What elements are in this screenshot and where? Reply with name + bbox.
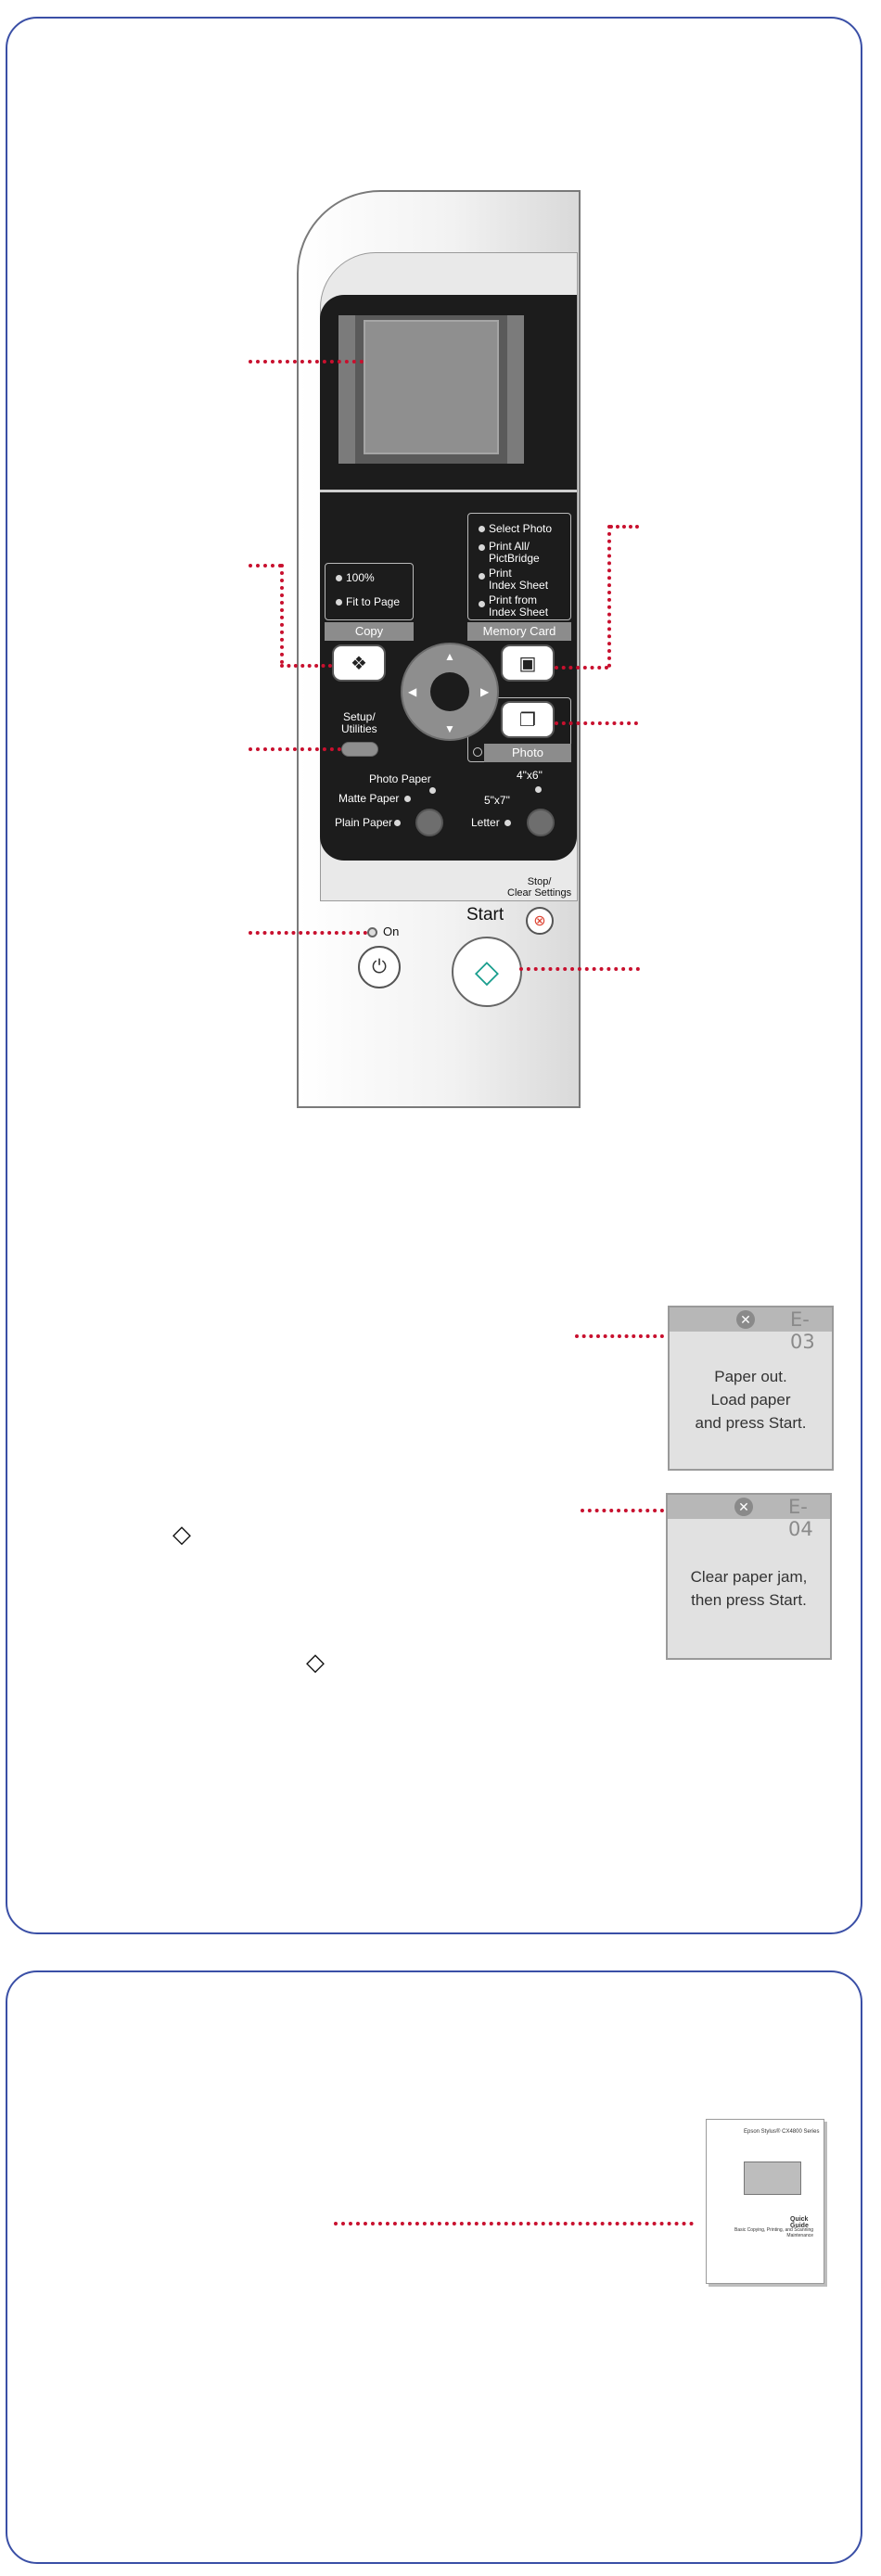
copy-mode-label: Copy: [325, 622, 414, 641]
mc-led-4: [479, 601, 485, 607]
callout-copy-vertical: [280, 564, 284, 664]
paper-size-led-letter: [504, 820, 511, 826]
memory-card-icon: ▣: [518, 653, 537, 674]
quick-guide-title: Quick Guide: [790, 2216, 809, 2229]
memory-card-button[interactable]: [501, 644, 555, 682]
copy-led-fit: [336, 599, 342, 606]
copy-option-100: 100%: [346, 571, 375, 584]
paper-type-photo: Photo Paper: [369, 772, 431, 785]
memory-card-mode-label: Memory Card: [467, 622, 571, 641]
panel-divider: [320, 490, 577, 492]
setup-utilities-label: Setup/ Utilities: [341, 710, 377, 735]
error-x-icon: ✕: [736, 1310, 755, 1329]
setup-utilities-button[interactable]: [341, 742, 378, 757]
stop-clear-settings-label: Stop/ Clear Settings: [507, 876, 572, 899]
callout-error-e04: [581, 1509, 664, 1512]
mc-option-print-from-index: Print from Index Sheet: [489, 593, 549, 618]
on-led: [367, 927, 377, 937]
error-message-e04: Clear paper jam, then press Start.: [690, 1568, 808, 1609]
photo-mode-label: Photo: [484, 744, 571, 762]
copy-option-fit: Fit to Page: [346, 595, 401, 608]
callout-memory-card-vertical: [607, 525, 611, 668]
photo-icon: ❐: [519, 709, 536, 731]
paper-type-matte: Matte Paper: [338, 792, 400, 805]
quick-guide-series: Epson Stylus® CX4800 Series: [744, 2129, 820, 2135]
quick-guide-subtitle: Basic Copying, Printing, and Scanning Maintenance: [734, 2227, 814, 2238]
callout-start-button: [519, 967, 640, 971]
paper-size-led-4x6: [535, 786, 542, 793]
paper-size-letter: Letter: [471, 816, 500, 829]
callout-photo-button: [555, 721, 638, 725]
copy-icon: ❖: [351, 653, 367, 674]
navigation-center: [430, 672, 469, 711]
error-lcd-e03: [668, 1306, 834, 1471]
start-button[interactable]: [452, 937, 522, 1007]
photo-led: [473, 747, 482, 757]
mc-led-3: [479, 573, 485, 580]
quick-guide-printer-image: [744, 2162, 801, 2195]
stop-button[interactable]: [526, 907, 554, 935]
nav-up-icon[interactable]: ▲: [444, 650, 455, 663]
paper-size-button[interactable]: [527, 809, 555, 836]
paper-type-plain: Plain Paper: [335, 816, 393, 829]
paper-type-button[interactable]: [415, 809, 443, 836]
photo-button[interactable]: [501, 701, 555, 738]
lcd-screen: [364, 320, 499, 454]
callout-copy-top: [249, 564, 282, 567]
callout-copy-button: [280, 664, 332, 668]
quick-guide-thumbnail: [706, 2119, 824, 2284]
start-diamond-icon: ◇: [172, 1520, 191, 1548]
copy-button[interactable]: [332, 644, 386, 682]
stop-icon: ⊗: [533, 913, 546, 929]
error-x-icon: ✕: [734, 1498, 753, 1516]
start-diamond-icon: ◇: [474, 954, 500, 989]
callout-memory-card-top: [609, 525, 639, 529]
power-button[interactable]: [358, 946, 401, 988]
error-lcd-e04: [666, 1493, 832, 1660]
paper-type-led-matte: [404, 796, 411, 802]
power-icon: ⏻: [372, 956, 387, 977]
mc-option-select-photo: Select Photo: [489, 522, 553, 535]
error-code-e03: E-03: [790, 1308, 815, 1353]
mc-option-index-sheet: Print Index Sheet: [489, 567, 549, 592]
nav-down-icon[interactable]: ▼: [444, 722, 455, 735]
error-code-e04: E-04: [788, 1496, 813, 1540]
on-label: On: [383, 925, 400, 938]
callout-error-e03: [575, 1334, 664, 1338]
callout-lcd-screen: [249, 360, 364, 363]
error-message-e03: Paper out. Load paper and press Start.: [695, 1368, 807, 1432]
start-label: Start: [466, 905, 504, 925]
nav-left-icon[interactable]: ◀: [408, 685, 417, 698]
callout-quick-guide: [334, 2222, 694, 2225]
paper-type-led-photo: [429, 787, 436, 794]
mc-option-print-all: Print All/ PictBridge: [489, 540, 540, 565]
mc-led-2: [479, 544, 485, 551]
nav-right-icon[interactable]: ▶: [480, 685, 490, 698]
mc-led-1: [479, 526, 485, 532]
callout-setup-button: [249, 747, 341, 751]
copy-led-100: [336, 575, 342, 581]
start-diamond-icon: ◇: [306, 1648, 325, 1676]
callout-memory-card-button: [555, 666, 608, 670]
paper-size-4x6: 4"x6": [517, 769, 543, 782]
callout-power-button: [249, 931, 367, 935]
paper-size-5x7: 5"x7": [484, 794, 510, 807]
paper-type-led-plain: [394, 820, 401, 826]
